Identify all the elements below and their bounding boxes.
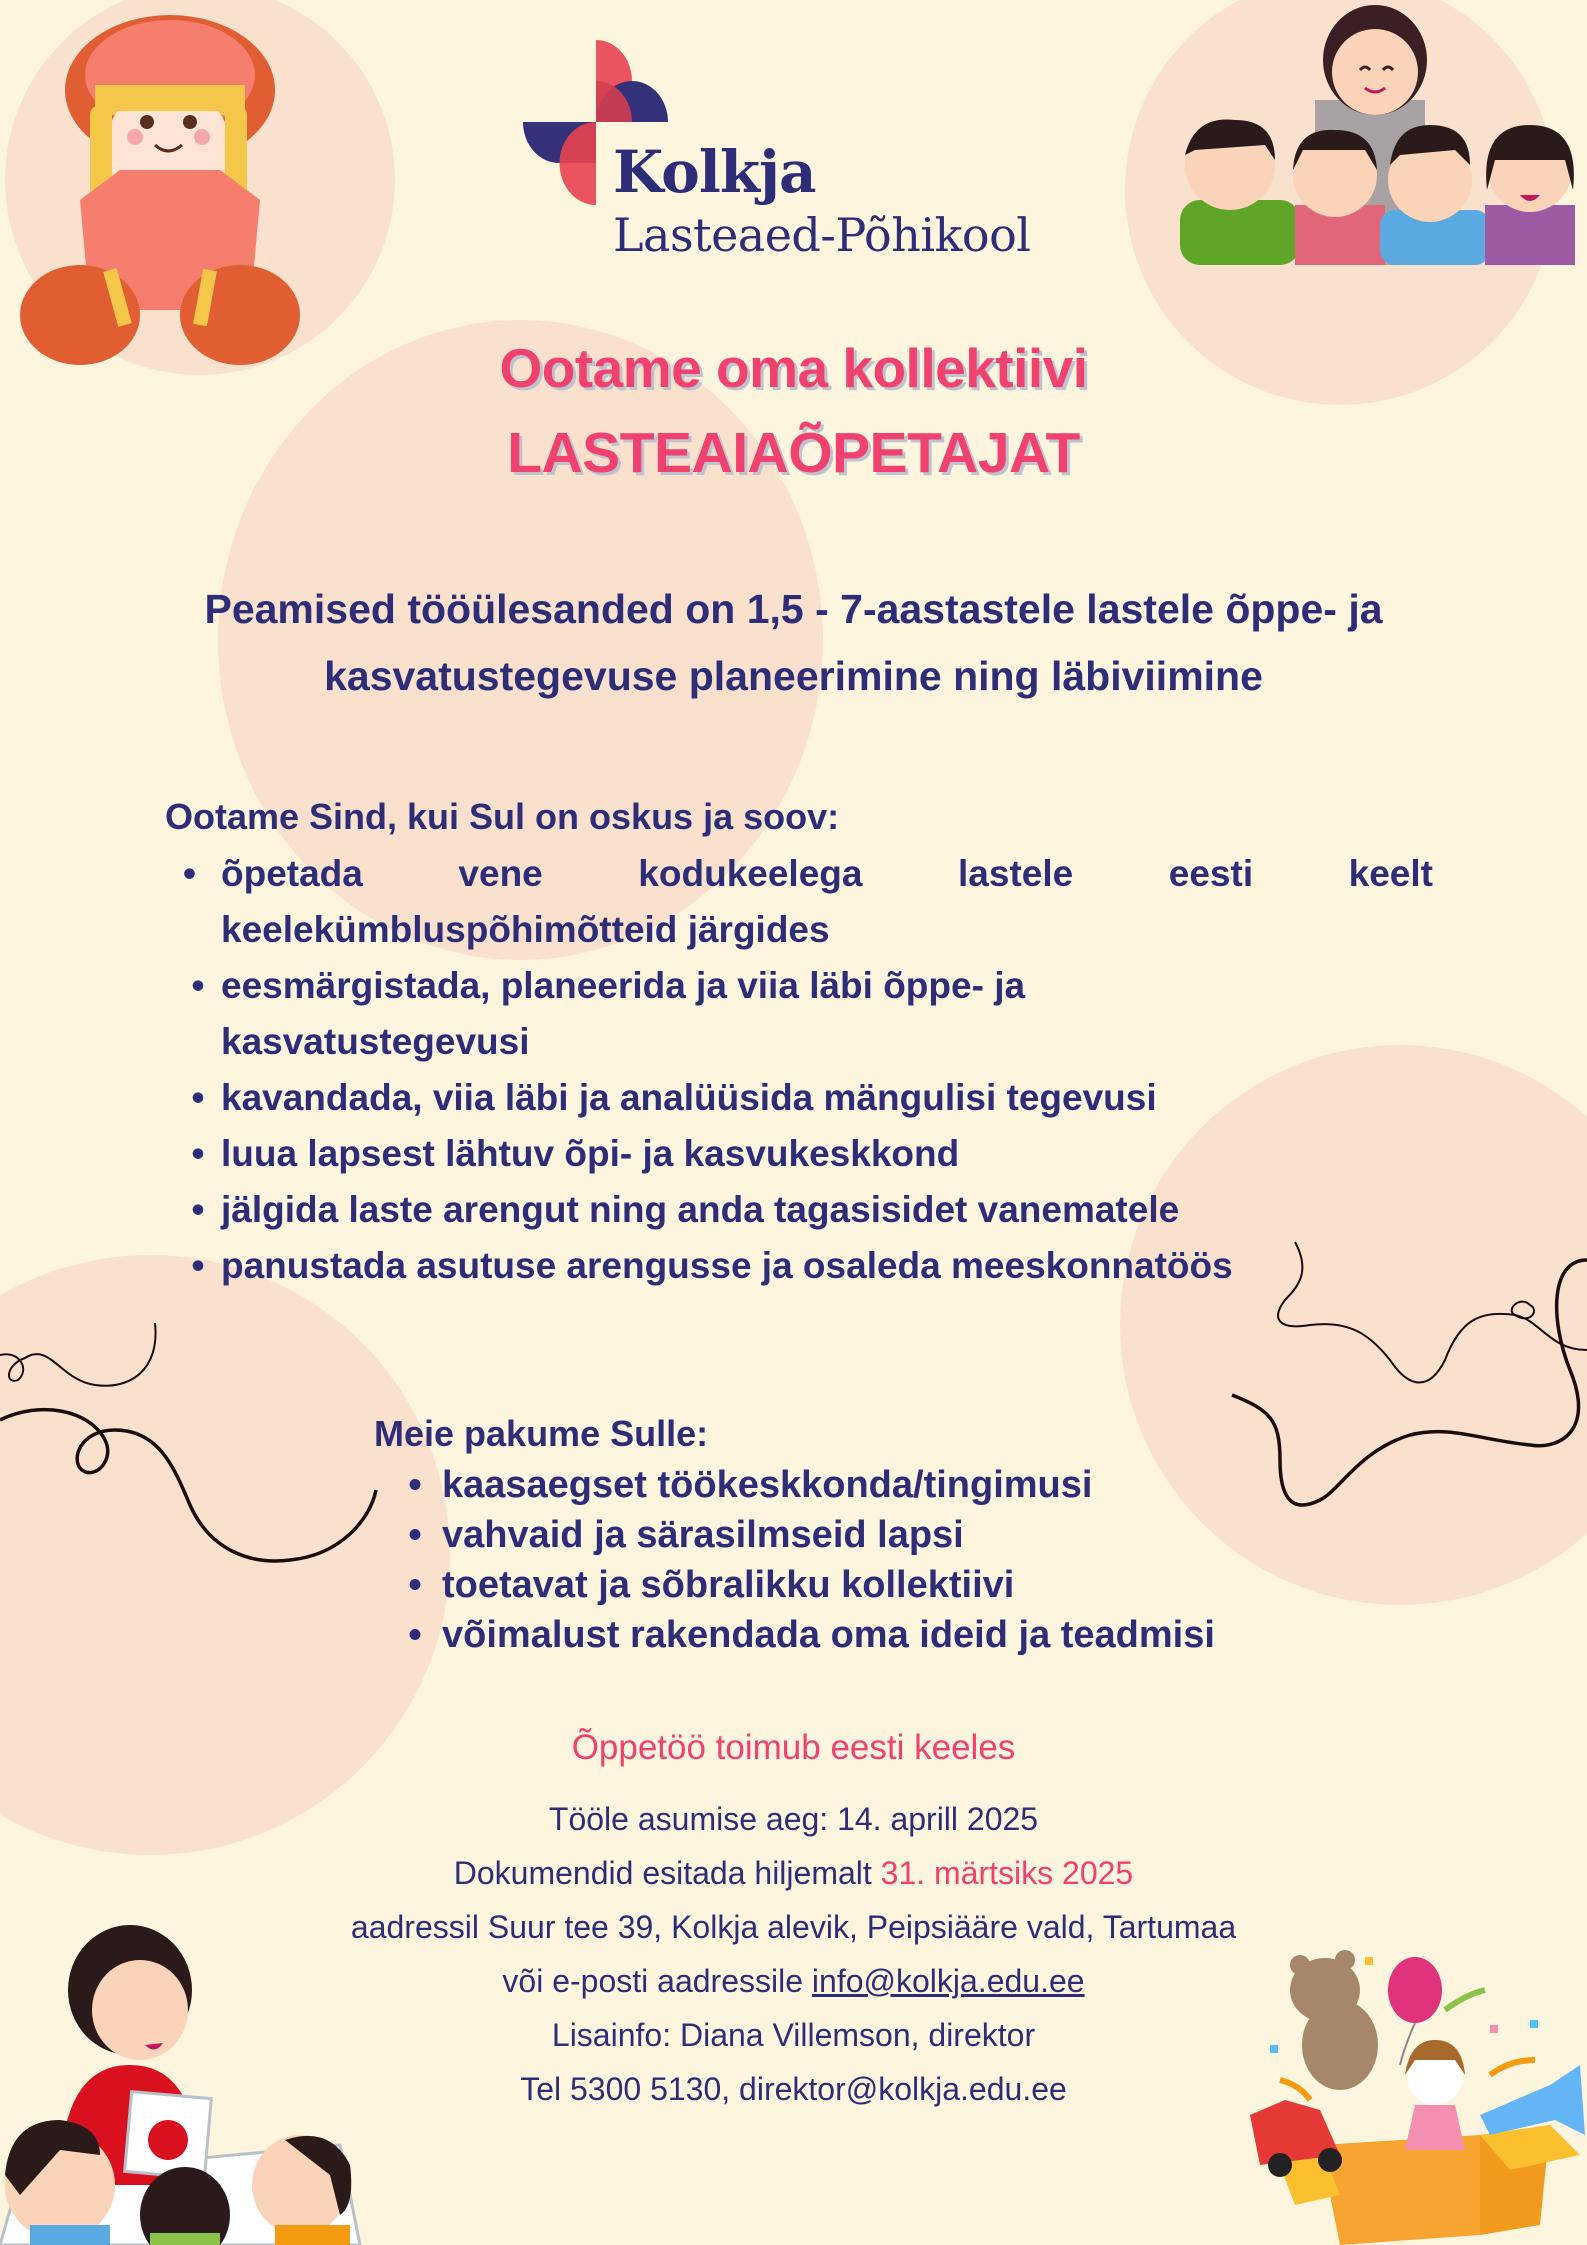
list-item-text: jälgida laste arengut ning anda tagasisidet vanematele	[221, 1189, 1180, 1230]
job-summary	[60, 576, 1527, 710]
logo-name: Kolkja	[613, 138, 816, 206]
list-item-text: õpetada vene kodukeelega lastele eesti keelt keelekümbluspõhimõtteid järgides	[221, 853, 1433, 950]
squiggle-left-icon	[0, 1330, 400, 1590]
list-item	[400, 1560, 1215, 1610]
bullet-icon: •	[191, 965, 205, 1006]
phone-line: Tel 5300 5130, direktor@kolkja.edu.ee	[520, 2071, 1067, 2107]
headline-line-1: Ootame oma kollektiivi	[499, 337, 1088, 399]
list-item-text: kavandada, viia läbi ja analüüsida mängulisi tegevusi	[221, 1077, 1157, 1118]
language-note: Õppetöö toimub eesti keeles	[571, 1728, 1016, 1767]
squiggle-right-icon	[1230, 1250, 1587, 1670]
list-item-text: kaasaegset töökeskkonda/tingimusi	[442, 1464, 1093, 1506]
list-item	[400, 1460, 1215, 1510]
email-link[interactable]: info@kolkja.edu.ee	[811, 1963, 1085, 1999]
offer-heading: Meie pakume Sulle:	[374, 1413, 709, 1454]
list-item	[183, 846, 1433, 958]
email-prefix: või e-posti aadressile	[502, 1963, 812, 1999]
list-item	[183, 1126, 1433, 1182]
list-item-text: vahvaid ja särasilmseid lapsi	[442, 1514, 964, 1556]
list-item-text: luua lapsest lähtuv õpi- ja kasvukeskkond	[221, 1133, 960, 1174]
logo-subtitle: Lasteaed-Põhikool	[613, 208, 1031, 262]
list-item-text: panustada asutuse arengusse ja osaleda meeskonnatöös	[221, 1245, 1233, 1286]
teacher-with-children-icon	[1125, 0, 1585, 270]
bullet-icon: •	[183, 853, 196, 894]
bullet-icon: •	[191, 1077, 205, 1118]
start-date: Tööle asumise aeg: 14. aprill 2025	[548, 1801, 1039, 1837]
contact-person: Lisainfo: Diana Villemson, direktor	[551, 2017, 1036, 2053]
toy-box-icon	[1250, 1935, 1587, 2245]
deadline-date: 31. märtsiks 2025	[880, 1855, 1134, 1891]
bullet-icon: •	[408, 1464, 422, 1506]
headline-line-2: LASTEAIAÕPETAJAT	[507, 421, 1080, 485]
bullet-icon: •	[191, 1245, 205, 1286]
job-summary-line-2: kasvatustegevuse planeerimine ning läbiviimine	[324, 653, 1263, 699]
list-item	[183, 1238, 1433, 1294]
address: aadressil Suur tee 39, Kolkja alevik, Peipsiääre vald, Tartumaa	[350, 1909, 1237, 1945]
offer-list	[400, 1460, 1215, 1660]
list-item-text: võimalust rakendada oma ideid ja teadmisi	[442, 1614, 1215, 1656]
deadline	[0, 1846, 1587, 1900]
bullet-icon: •	[191, 1189, 205, 1230]
list-item-text: eesmärgistada, planeerida ja viia läbi õppe- ja	[221, 965, 1026, 1006]
list-item	[183, 958, 1433, 1070]
bullet-icon: •	[408, 1514, 422, 1556]
deadline-prefix: Dokumendid esitada hiljemalt	[453, 1855, 881, 1891]
school-logo	[505, 40, 1065, 270]
bullet-icon: •	[191, 1133, 205, 1174]
bullet-icon: •	[408, 1564, 422, 1606]
requirements-heading: Ootame Sind, kui Sul on oskus ja soov:	[165, 796, 840, 837]
list-item	[400, 1610, 1215, 1660]
list-item	[183, 1182, 1433, 1238]
teacher-reading-to-kids-icon	[0, 1915, 370, 2245]
job-summary-line-1: Peamised tööülesanded on 1,5 - 7-aastastele lastele õppe- ja	[204, 586, 1383, 632]
list-item	[183, 1070, 1433, 1126]
list-item	[400, 1510, 1215, 1560]
list-item-text: toetavat ja sõbralikku kollektiivi	[442, 1564, 1015, 1606]
doll-icon	[10, 5, 300, 370]
bullet-icon: •	[408, 1614, 422, 1656]
requirements-list	[183, 846, 1433, 1294]
list-item-text-continued: kasvatustegevusi	[221, 1021, 530, 1062]
